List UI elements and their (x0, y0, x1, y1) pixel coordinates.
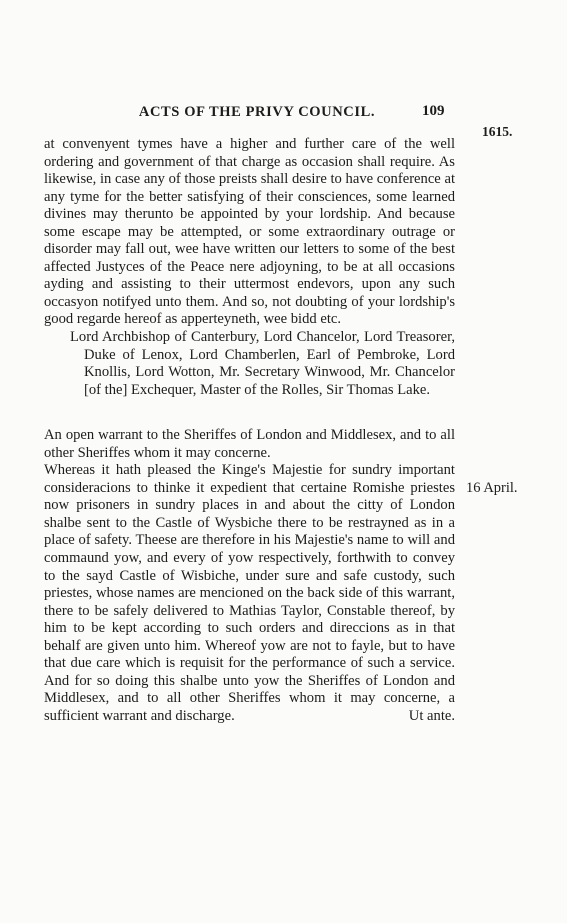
warrant-text: Whereas it hath pleased the Kinge's Majestie for sundry important consideracions to thinke it expedient that certaine Romishe priestes now prisoners in sundry places in and about the citty of London shalbe sent to the Castle of Wysbiche there to be restrayned as in a place of safety. Theese are therefore in his Majestie's name to will and commaund yow, and every of yow respectively, forthwith to convey to the sayd Castle of Wisbiche, under sure and safe custody, such priestes, whose names are mencioned on the back side of this warrant, there to be safely delivered to Mathias Taylor, Constable thereof, by him to be kept according to such orders and direccions as in that behalf are given unto him. Whereof yow are not to fayle, but to have that due care which is requisit for the performance of such a service. And for so doing this shalbe unto yow the Sheriffes of London and Middlesex, and to all other Sheriffes whom it may concerne, a sufficient warrant and discharge. (44, 462, 455, 724)
margin-year: 1615. (482, 124, 513, 139)
body-text (44, 136, 455, 726)
paragraph-letter-continuation: at convenyent tymes have a higher and further care of the well ordering and government of that charge as occasion shall require. As likewise, in case any of those preists shall desire to have conference at any tyme for the better satisfying of their consciences, some learned divines may therunto be appointed by your lordship. And because some escape may be attempted, or some extraordinary outrage or disorder may fall out, wee have written our letters to some of the best affected Justyces of the Peace nere adjoyning, to be at all occasions ayding and assisting to their uttermost endevors, upon any such occasyon notifyed unto them. And so, not doubting of your lordship's good regarde hereof as apperteyneth, wee bidd etc. (44, 136, 455, 328)
warrant-body (44, 462, 455, 725)
warrant-heading: An open warrant to the Sheriffes of London and Middlesex, and to all other Sheriffes whom it may concerne. (44, 427, 455, 461)
running-head: ACTS OF THE PRIVY COUNCIL. (138, 104, 376, 120)
signatories: Lord Archbishop of Canterbury, Lord Chancelor, Lord Treasorer, Duke of Lenox, Lord Chamberlen, Earl of Pembroke, Lord Knollis, Lord Wotton, Mr. Secretary Winwood, Mr. Chancelor [of the] Exchequer, Master of the Rolles, Sir Thomas Lake. (70, 329, 455, 398)
margin-date: 16 April. (466, 480, 518, 496)
closing-phrase: Ut ante. (408, 707, 455, 724)
page-number: 109 (422, 103, 445, 119)
section-gap (44, 399, 455, 427)
